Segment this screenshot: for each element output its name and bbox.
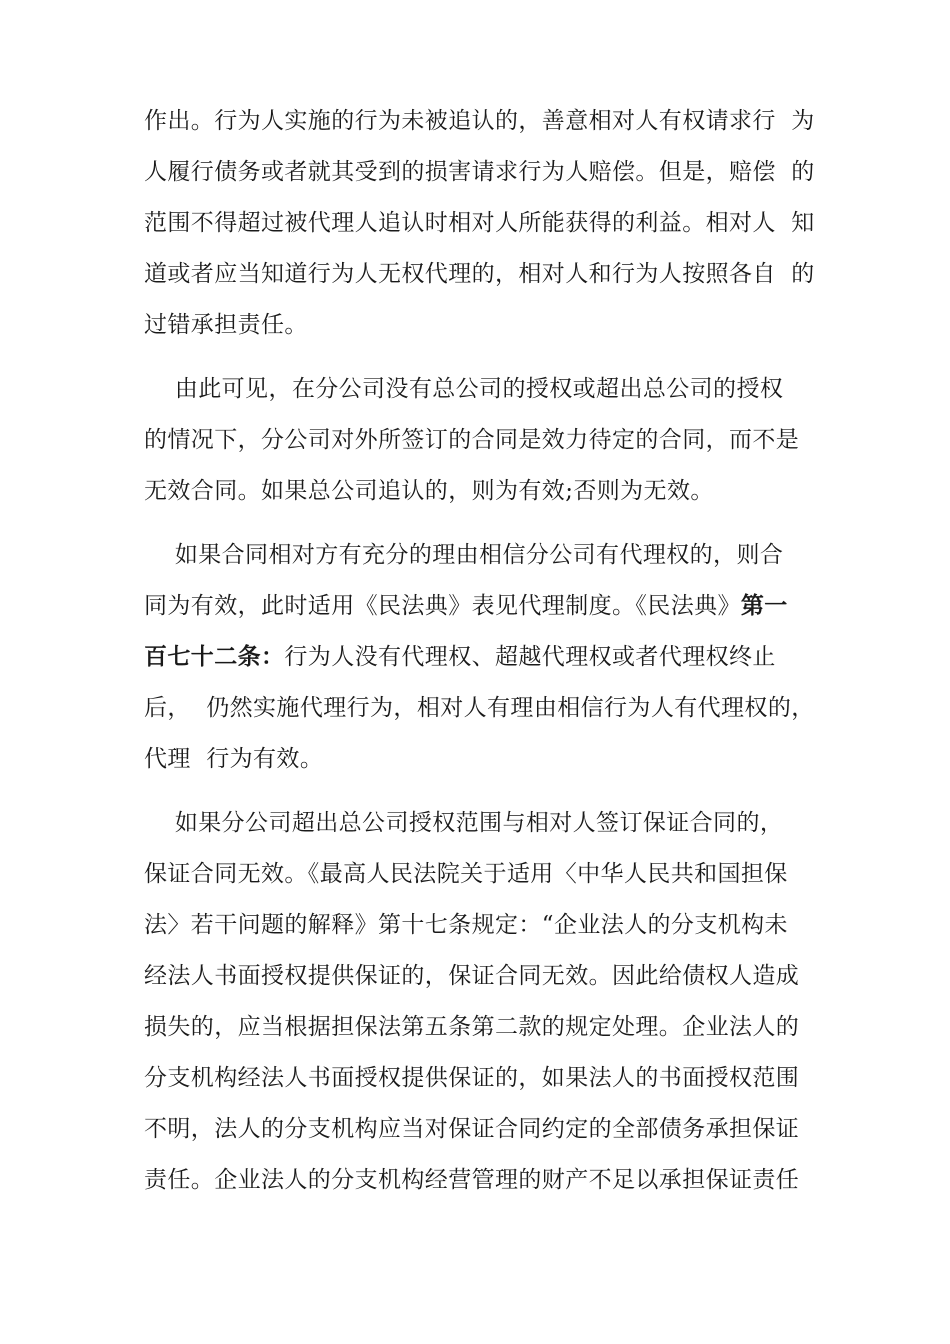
text-line: 不明，法人的分支机构应当对保证合同约定的全部债务承担保证 — [144, 1116, 800, 1142]
bold-article-ref: 第一 — [740, 592, 788, 619]
text-line: 法〉若干问题的解释》第十七条规定：“企业法人的分支机构未 — [144, 912, 788, 938]
text-line: 如果分公司超出总公司授权范围与相对人签订保证合同的， — [144, 810, 784, 836]
text-line: 责任。企业法人的分支机构经营管理的财产不足以承担保证责任 — [144, 1167, 800, 1193]
text-line — [144, 591, 788, 621]
text-line: 的情况下，分公司对外所签订的合同是效力待定的合同，而不是 — [144, 427, 800, 453]
text-line: 损失的，应当根据担保法第五条第二款的规定处理。企业法人的 — [144, 1014, 800, 1040]
text-run: 行为人没有代理权、超越代理权或者代理权终止 — [284, 644, 776, 670]
text-line: 过错承担责任。 — [144, 312, 308, 338]
text-line: 人履行债务或者就其受到的损害请求行为人赔偿。但是，赔偿 的 — [144, 159, 815, 185]
text-run: 同为有效，此时适用《民法典》表见代理制度。《民法典》 — [144, 593, 741, 619]
text-line: 后， 仍然实施代理行为，相对人有理由相信行为人有代理权的， — [144, 695, 815, 721]
text-line: 代理 行为有效。 — [144, 746, 324, 772]
text-line: 由此可见，在分公司没有总公司的授权或超出总公司的授权 — [144, 376, 784, 402]
bold-article-ref: 百七十二条： — [144, 643, 285, 670]
text-line: 作出。行为人实施的行为未被追认的，善意相对人有权请求行 为 — [144, 108, 815, 134]
text-line: 范围不得超过被代理人追认时相对人所能获得的利益。相对人 知 — [144, 210, 815, 236]
text-line: 保证合同无效。《最高人民法院关于适用〈中华人民共和国担保 — [144, 861, 788, 887]
text-line: 道或者应当知道行为人无权代理的，相对人和行为人按照各自 的 — [144, 261, 815, 287]
text-line: 经法人书面授权提供保证的，保证合同无效。因此给债权人造成 — [144, 963, 800, 989]
text-line — [144, 642, 776, 672]
text-line: 无效合同。如果总公司追认的，则为有效;否则为无效。 — [144, 478, 714, 504]
text-line: 如果合同相对方有充分的理由相信分公司有代理权的，则合 — [144, 542, 784, 568]
text-line: 分支机构经法人书面授权提供保证的，如果法人的书面授权范围 — [144, 1065, 800, 1091]
